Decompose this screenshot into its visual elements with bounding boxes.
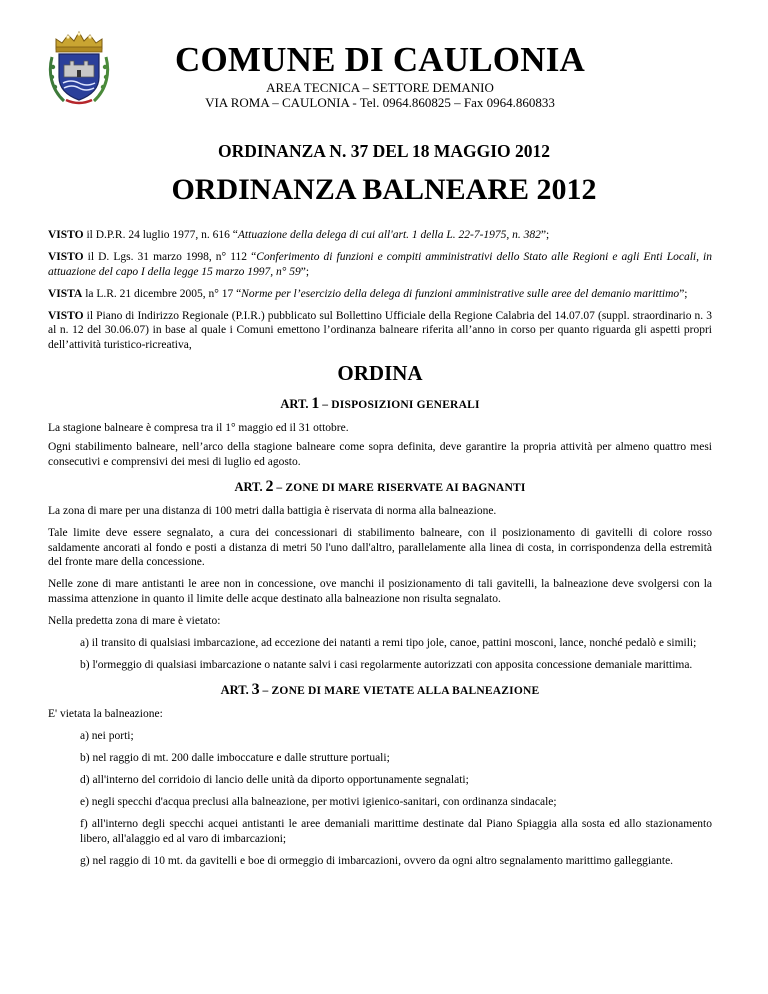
premise-italic: Conferimento di funzioni e compiti amministrativi dello Stato alle Regioni e agli Enti Locali, in attuazione del capo I della legge 15 marzo 1997, n° 59	[48, 251, 712, 278]
article-label: ART.	[280, 396, 309, 411]
premise-text: il Piano di Indirizzo Regionale (P.I.R.) pubblicato sul Bollettino Ufficiale della Regione Calabria del 14.07.07 (suppl. straordinario n. 3 al n. 12 del 30.06.07) in base al quale i Comuni emettono l’ordinanza balneare riferita all’anno in corso per quanto riguarda gli aspetti propri dell’attività turistico-ricreativa,	[48, 309, 712, 351]
premise-paragraph	[48, 228, 712, 243]
premise-close: ”;	[300, 265, 310, 278]
article-label: ART.	[220, 683, 249, 697]
article-3-heading	[48, 681, 712, 700]
list-item: e) negli specchi d'acqua preclusi alla balneazione, per motivi igienico-sanitari, con ordinanza sindacale;	[80, 796, 557, 808]
premise-lead: VISTO	[48, 251, 84, 263]
premise-paragraph	[48, 287, 712, 302]
document-title: ORDINANZA BALNEARE 2012	[171, 173, 597, 206]
crest-shield	[59, 54, 99, 100]
address-line: VIA ROMA – CAULONIA - Tel. 0964.860825 – Fax 0964.860833	[205, 95, 555, 110]
premise-text: il D. Lgs. 31 marzo 1998, n° 112 “	[83, 251, 257, 263]
list-item: b) nel raggio di mt. 200 dalle imboccature e dalle strutture portuali;	[80, 752, 390, 764]
list-item: d) all'interno del corridoio di lancio delle unità da diporto opportunamente segnalati;	[80, 774, 469, 786]
article-number: 2	[265, 478, 274, 495]
crest-crown	[56, 32, 102, 52]
article-label: ART.	[234, 480, 263, 494]
premise-paragraph	[48, 250, 712, 279]
premise-lead: VISTO	[48, 229, 84, 241]
premise-lead: VISTO	[48, 309, 84, 322]
article-title: – ZONE DI MARE VIETATE ALLA BALNEAZIONE	[262, 685, 540, 697]
article-1-heading	[48, 395, 712, 414]
document-body	[48, 228, 712, 876]
article-paragraph: E' vietata la balneazione:	[48, 708, 163, 720]
article-2-heading	[48, 478, 712, 497]
department-line: AREA TECNICA – SETTORE DEMANIO	[266, 80, 494, 95]
premise-italic: Attuazione della delega di cui all'art. 1 della L. 22-7-1975, n. 382	[237, 229, 541, 241]
ordina-heading: ORDINA	[337, 360, 423, 385]
ordinance-number: ORDINANZA N. 37 DEL 18 MAGGIO 2012	[217, 141, 551, 161]
municipal-crest-logo	[48, 27, 110, 107]
article-paragraph: La zona di mare per una distanza di 100 metri dalla battigia è riservata di norma alla balneazione.	[48, 505, 497, 517]
list-item: f) all'interno degli specchi acquei antistanti le aree demaniali marittime destinate dal Piano Spiaggia alla sosta ed allo stazionamento libero, all'alaggio ed al varo di imbarcazioni;	[80, 818, 712, 845]
article-paragraph: La stagione balneare è compresa tra il 1° maggio ed il 31 ottobre.	[48, 421, 349, 434]
article-paragraph: Nella predetta zona di mare è vietato:	[48, 614, 221, 627]
list-item: b) l'ormeggio di qualsiasi imbarcazione o natante salvi i casi regolarmente autorizzati con apposita concessione demaniale marittima.	[80, 658, 693, 671]
list-item: a) il transito di qualsiasi imbarcazione, ad eccezione dei natanti a remi tipo jole, canoe, pattini mosconi, lance, nonché pedalò e simili;	[80, 636, 697, 649]
premise-italic: Norme per l’esercizio della delega di funzioni amministrative sulle aree del demanio marittimo	[241, 287, 680, 300]
premise-lead: VISTA	[48, 287, 83, 300]
municipality-title: COMUNE DI CAULONIA	[175, 40, 585, 79]
article-number: 3	[251, 681, 260, 698]
article-paragraph: Ogni stabilimento balneare, nell’arco della stagione balneare come sopra definita, deve garantire la propria attività per almeno quattro mesi consecutivi e comprensivi dei mesi di luglio ed agosto.	[48, 441, 712, 468]
article-title: – ZONE DI MARE RISERVATE AI BAGNANTI	[276, 482, 526, 494]
article-number: 1	[311, 394, 320, 412]
list-item: a) nei porti;	[80, 730, 134, 742]
premise-paragraph	[48, 309, 712, 353]
premise-close: ”;	[540, 229, 550, 241]
article-paragraph: Tale limite deve essere segnalato, a cura dei concessionari di stabilimento balneare, con il posizionamento di gavitelli di colore rosso saldamente ancorati al fondo e posti a distanza di metri 50 l'uno dall'altro, parallelamente alla linea di costa, in corrispondenza della estremità del fronte mare della concessione.	[48, 527, 712, 568]
premise-text: il D.P.R. 24 luglio 1977, n. 616 “	[83, 229, 238, 241]
list-item: g) nel raggio di 10 mt. da gavitelli e boe di ormeggio di imbarcazioni, ovvero da ogni altro segnalamento marittimo galleggiante.	[80, 854, 674, 867]
article-paragraph: Nelle zone di mare antistanti le aree non in concessione, ove manchi il posizionamento di tali gavitelli, la balneazione deve svolgersi con la massima attenzione in quanto il limite delle acque destinato alla balneazione non risulta segnalato.	[48, 578, 712, 605]
premise-close: ”;	[679, 287, 688, 300]
premise-text: la L.R. 21 dicembre 2005, n° 17 “	[82, 287, 242, 300]
article-title: – DISPOSIZIONI GENERALI	[322, 398, 480, 411]
